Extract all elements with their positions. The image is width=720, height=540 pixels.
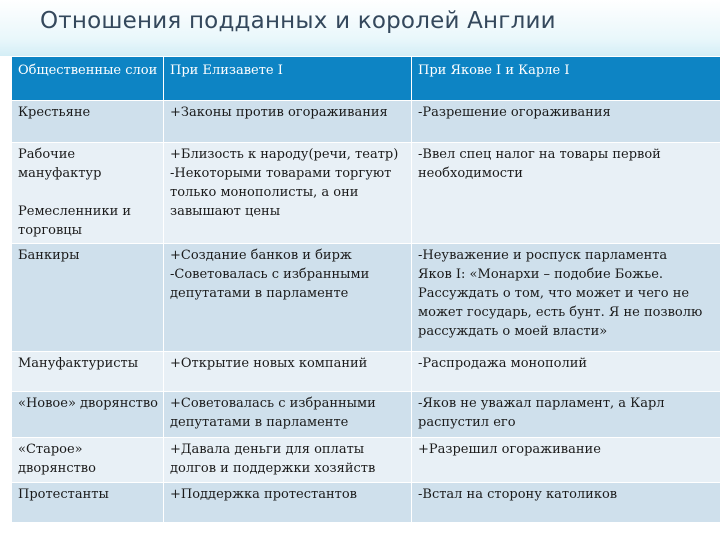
cell-elizabeth-part-1: +Близость к народу(речи, театр) bbox=[170, 147, 399, 162]
table-row bbox=[12, 438, 720, 483]
slide-title: Отношения подданных и королей Англии bbox=[40, 8, 556, 34]
table-row bbox=[12, 244, 720, 352]
cell-elizabeth bbox=[164, 143, 412, 244]
cell-elizabeth: +Советовалась с избранными депутатами в парламенте bbox=[164, 392, 412, 438]
cell-james-charles-part-2: Яков I: «Монархи – подобие Божье. Рассуждать о том, что может и чего не может государь, есть бунт. Я не позволю рассуждать о моей власти» bbox=[418, 267, 707, 339]
table-row bbox=[12, 101, 720, 143]
cell-layer: Крестьяне bbox=[12, 101, 164, 143]
cell-james-charles: -Встал на сторону католиков bbox=[412, 483, 720, 523]
cell-layer: Банкиры bbox=[12, 244, 164, 352]
header-elizabeth: При Елизавете I bbox=[164, 57, 412, 101]
table-row bbox=[12, 483, 720, 523]
cell-elizabeth: +Законы против огораживания bbox=[164, 101, 412, 143]
table-header-row bbox=[12, 57, 720, 101]
cell-james-charles-part-1: -Неуважение и роспуск парламента bbox=[418, 248, 668, 263]
table-row bbox=[12, 143, 720, 244]
cell-layer-part-a: Рабочие мануфактур bbox=[18, 147, 102, 181]
cell-layer: Протестанты bbox=[12, 483, 164, 523]
cell-james-charles: -Ввел спец налог на товары первой необходимости bbox=[412, 143, 720, 244]
header-social-layers: Общественные слои bbox=[12, 57, 164, 101]
cell-james-charles: -Распродажа монополий bbox=[412, 352, 720, 392]
cell-james-charles: -Разрешение огораживания bbox=[412, 101, 720, 143]
cell-layer: «Старое» дворянство bbox=[12, 438, 164, 483]
cell-james-charles bbox=[412, 244, 720, 352]
table-row bbox=[12, 352, 720, 392]
cell-elizabeth-part-1: +Создание банков и бирж bbox=[170, 248, 352, 263]
header-james-charles: При Якове I и Карле I bbox=[412, 57, 720, 101]
cell-layer: Мануфактуристы bbox=[12, 352, 164, 392]
cell-layer bbox=[12, 143, 164, 244]
cell-elizabeth-part-2: -Советовалась с избранными депутатами в парламенте bbox=[170, 267, 374, 301]
cell-layer-part-b: Ремесленники и торговцы bbox=[18, 204, 136, 238]
relations-table bbox=[11, 56, 720, 523]
table-row bbox=[12, 392, 720, 438]
cell-james-charles: -Яков не уважал парламент, а Карл распустил его bbox=[412, 392, 720, 438]
cell-elizabeth: +Поддержка протестантов bbox=[164, 483, 412, 523]
cell-elizabeth bbox=[164, 244, 412, 352]
cell-elizabeth-part-2: -Некоторыми товарами торгуют только монополисты, а они завышают цены bbox=[170, 166, 396, 219]
cell-layer: «Новое» дворянство bbox=[12, 392, 164, 438]
cell-james-charles: +Разрешил огораживание bbox=[412, 438, 720, 483]
cell-elizabeth: +Открытие новых компаний bbox=[164, 352, 412, 392]
cell-elizabeth: +Давала деньги для оплаты долгов и поддержки хозяйств bbox=[164, 438, 412, 483]
